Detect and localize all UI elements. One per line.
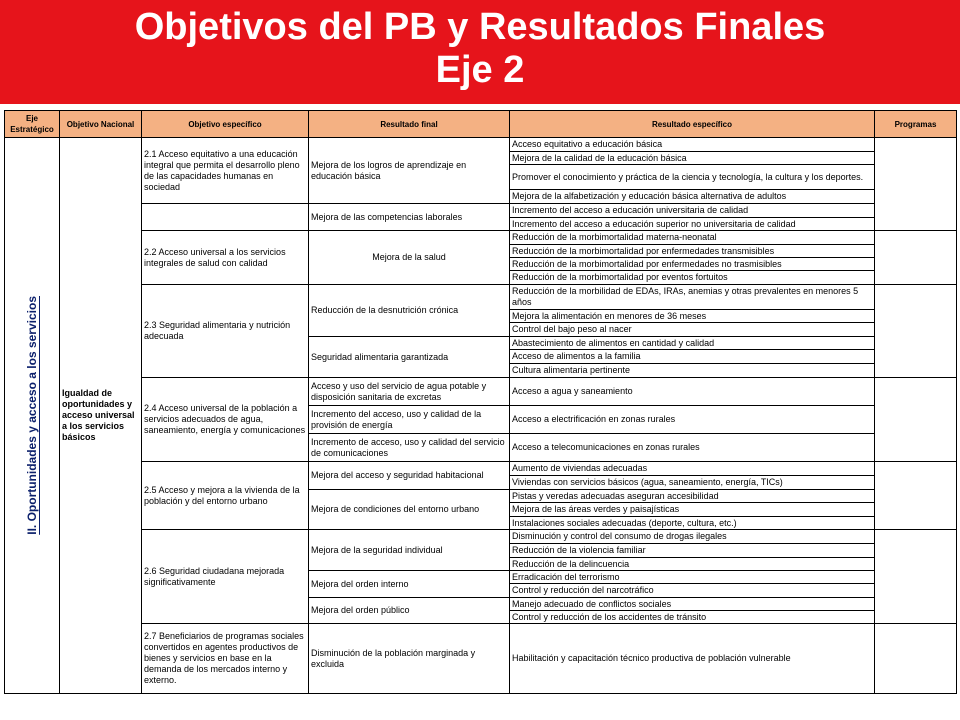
- resultado-final: Mejora del orden interno: [309, 571, 510, 598]
- header-objetivo-especifico: Objetivo específico: [142, 111, 309, 138]
- resultado-especifico: Mejora de la alfabetización y educación básica alternativa de adultos: [510, 190, 875, 204]
- resultado-final: Mejora de los logros de aprendizaje en educación básica: [309, 138, 510, 204]
- objetivo-especifico: 2.1 Acceso equitativo a una educación integral que permita el desarrollo pleno de las capacidades humanas en sociedad: [142, 138, 309, 204]
- eje-cell: [5, 138, 60, 694]
- resultado-final: Incremento del acceso, uso y calidad de la provisión de energía: [309, 406, 510, 434]
- resultado-especifico: Pistas y veredas adecuadas aseguran accesibilidad: [510, 490, 875, 503]
- resultado-especifico: Habilitación y capacitación técnico productiva de población vulnerable: [510, 624, 875, 694]
- objetivo-especifico: 2.4 Acceso universal de la población a servicios adecuados de agua, saneamiento, energía y comunicaciones: [142, 378, 309, 462]
- resultado-final: Mejora de la salud: [309, 231, 510, 285]
- header-programas: Programas: [875, 111, 957, 138]
- resultado-especifico: Incremento del acceso a educación superior no universitaria de calidad: [510, 218, 875, 231]
- title-line-1: Objetivos del PB y Resultados Finales: [134, 6, 826, 48]
- programas-cell: [875, 285, 957, 378]
- objetivo-especifico: 2.2 Acceso universal a los servicios integrales de salud con calidad: [142, 231, 309, 285]
- resultado-especifico: Acceso de alimentos a la familia: [510, 350, 875, 364]
- title-line-2: Eje 2: [435, 49, 525, 91]
- resultado-especifico: Disminución y control del consumo de drogas ilegales: [510, 530, 875, 544]
- resultado-especifico: Cultura alimentaria pertinente: [510, 364, 875, 378]
- resultado-especifico: Manejo adecuado de conflictos sociales: [510, 598, 875, 611]
- resultado-final: Disminución de la población marginada y excluida: [309, 624, 510, 694]
- resultado-especifico: Reducción de la delincuencia: [510, 558, 875, 571]
- resultado-final: Mejora de condiciones del entorno urbano: [309, 490, 510, 530]
- resultado-especifico: Control y reducción del narcotráfico: [510, 584, 875, 598]
- objetivo-especifico: 2.7 Beneficiarios de programas sociales convertidos en agentes productivos de bienes y servicios en base en la demanda de los mercados interno y externo.: [142, 624, 309, 694]
- programas-cell: [875, 138, 957, 231]
- resultado-especifico: Reducción de la morbimortalidad por eventos fortuitos: [510, 271, 875, 285]
- resultado-especifico: Erradicación del terrorismo: [510, 571, 875, 584]
- resultado-final: Mejora del acceso y seguridad habitacional: [309, 462, 510, 490]
- resultado-especifico: Acceso a agua y saneamiento: [510, 378, 875, 406]
- programas-cell: [875, 462, 957, 530]
- objetivo-especifico: 2.6 Seguridad ciudadana mejorada significativamente: [142, 530, 309, 624]
- resultado-especifico: Mejora de las áreas verdes y paisajísticas: [510, 503, 875, 517]
- resultado-especifico: Reducción de la morbimortalidad por enfermedades transmisibles: [510, 245, 875, 258]
- objetivo-especifico: 2.5 Acceso y mejora a la vivienda de la población y del entorno urbano: [142, 462, 309, 530]
- title-banner: [0, 0, 960, 104]
- header-resultado-final: Resultado final: [309, 111, 510, 138]
- header-objetivo-nacional: Objetivo Nacional: [60, 111, 142, 138]
- resultado-especifico: Incremento del acceso a educación universitaria de calidad: [510, 204, 875, 218]
- resultado-especifico: Reducción de la morbilidad de EDAs, IRAs, anemias y otras prevalentes en menores 5 años: [510, 285, 875, 310]
- programas-cell: [875, 231, 957, 285]
- resultado-especifico: Reducción de la morbimortalidad materna-neonatal: [510, 231, 875, 245]
- resultado-final: Mejora de la seguridad individual: [309, 530, 510, 571]
- resultado-final: Mejora del orden público: [309, 598, 510, 624]
- resultado-especifico: Reducción de la morbimortalidad por enfermedades no trasmisibles: [510, 258, 875, 271]
- resultado-especifico: Control y reducción de los accidentes de tránsito: [510, 611, 875, 624]
- header-row: [5, 111, 957, 138]
- programas-cell: [875, 530, 957, 624]
- resultado-especifico: Viviendas con servicios básicos (agua, saneamiento, energía, TICs): [510, 476, 875, 490]
- resultado-final: Incremento de acceso, uso y calidad del servicio de comunicaciones: [309, 434, 510, 462]
- resultado-final: Reducción de la desnutrición crónica: [309, 285, 510, 337]
- objetivo-especifico: 2.3 Seguridad alimentaria y nutrición adecuada: [142, 285, 309, 378]
- objetivo-especifico: [142, 204, 309, 231]
- programas-cell: [875, 378, 957, 462]
- resultado-especifico: Abastecimiento de alimentos en cantidad y calidad: [510, 337, 875, 350]
- eje-label: II. Oportunidades y acceso a los servicios: [24, 296, 39, 535]
- resultado-final: Seguridad alimentaria garantizada: [309, 337, 510, 378]
- programas-cell: [875, 624, 957, 694]
- header-resultado-especifico: Resultado específico: [510, 111, 875, 138]
- resultado-especifico: Promover el conocimiento y práctica de la ciencia y tecnología, la cultura y los deportes.: [510, 165, 875, 190]
- objetivo-nacional-cell: Igualdad de oportunidades y acceso universal a los servicios básicos: [60, 138, 142, 694]
- resultado-especifico: Control del bajo peso al nacer: [510, 323, 875, 337]
- resultado-especifico: Reducción de la violencia familiar: [510, 544, 875, 558]
- objectives-table: [4, 110, 957, 694]
- header-eje: Eje Estratégico: [5, 111, 60, 138]
- resultado-final: Acceso y uso del servicio de agua potable y disposición sanitaria de excretas: [309, 378, 510, 406]
- resultado-especifico: Acceso equitativo a educación básica: [510, 138, 875, 152]
- resultado-especifico: Aumento de viviendas adecuadas: [510, 462, 875, 476]
- resultado-especifico: Mejora de la calidad de la educación básica: [510, 152, 875, 165]
- resultado-especifico: Instalaciones sociales adecuadas (deporte, cultura, etc.): [510, 517, 875, 530]
- resultado-final: Mejora de las competencias laborales: [309, 204, 510, 231]
- resultado-especifico: Acceso a telecomunicaciones en zonas rurales: [510, 434, 875, 462]
- resultado-especifico: Acceso a electrificación en zonas rurales: [510, 406, 875, 434]
- resultado-especifico: Mejora la alimentación en menores de 36 meses: [510, 310, 875, 323]
